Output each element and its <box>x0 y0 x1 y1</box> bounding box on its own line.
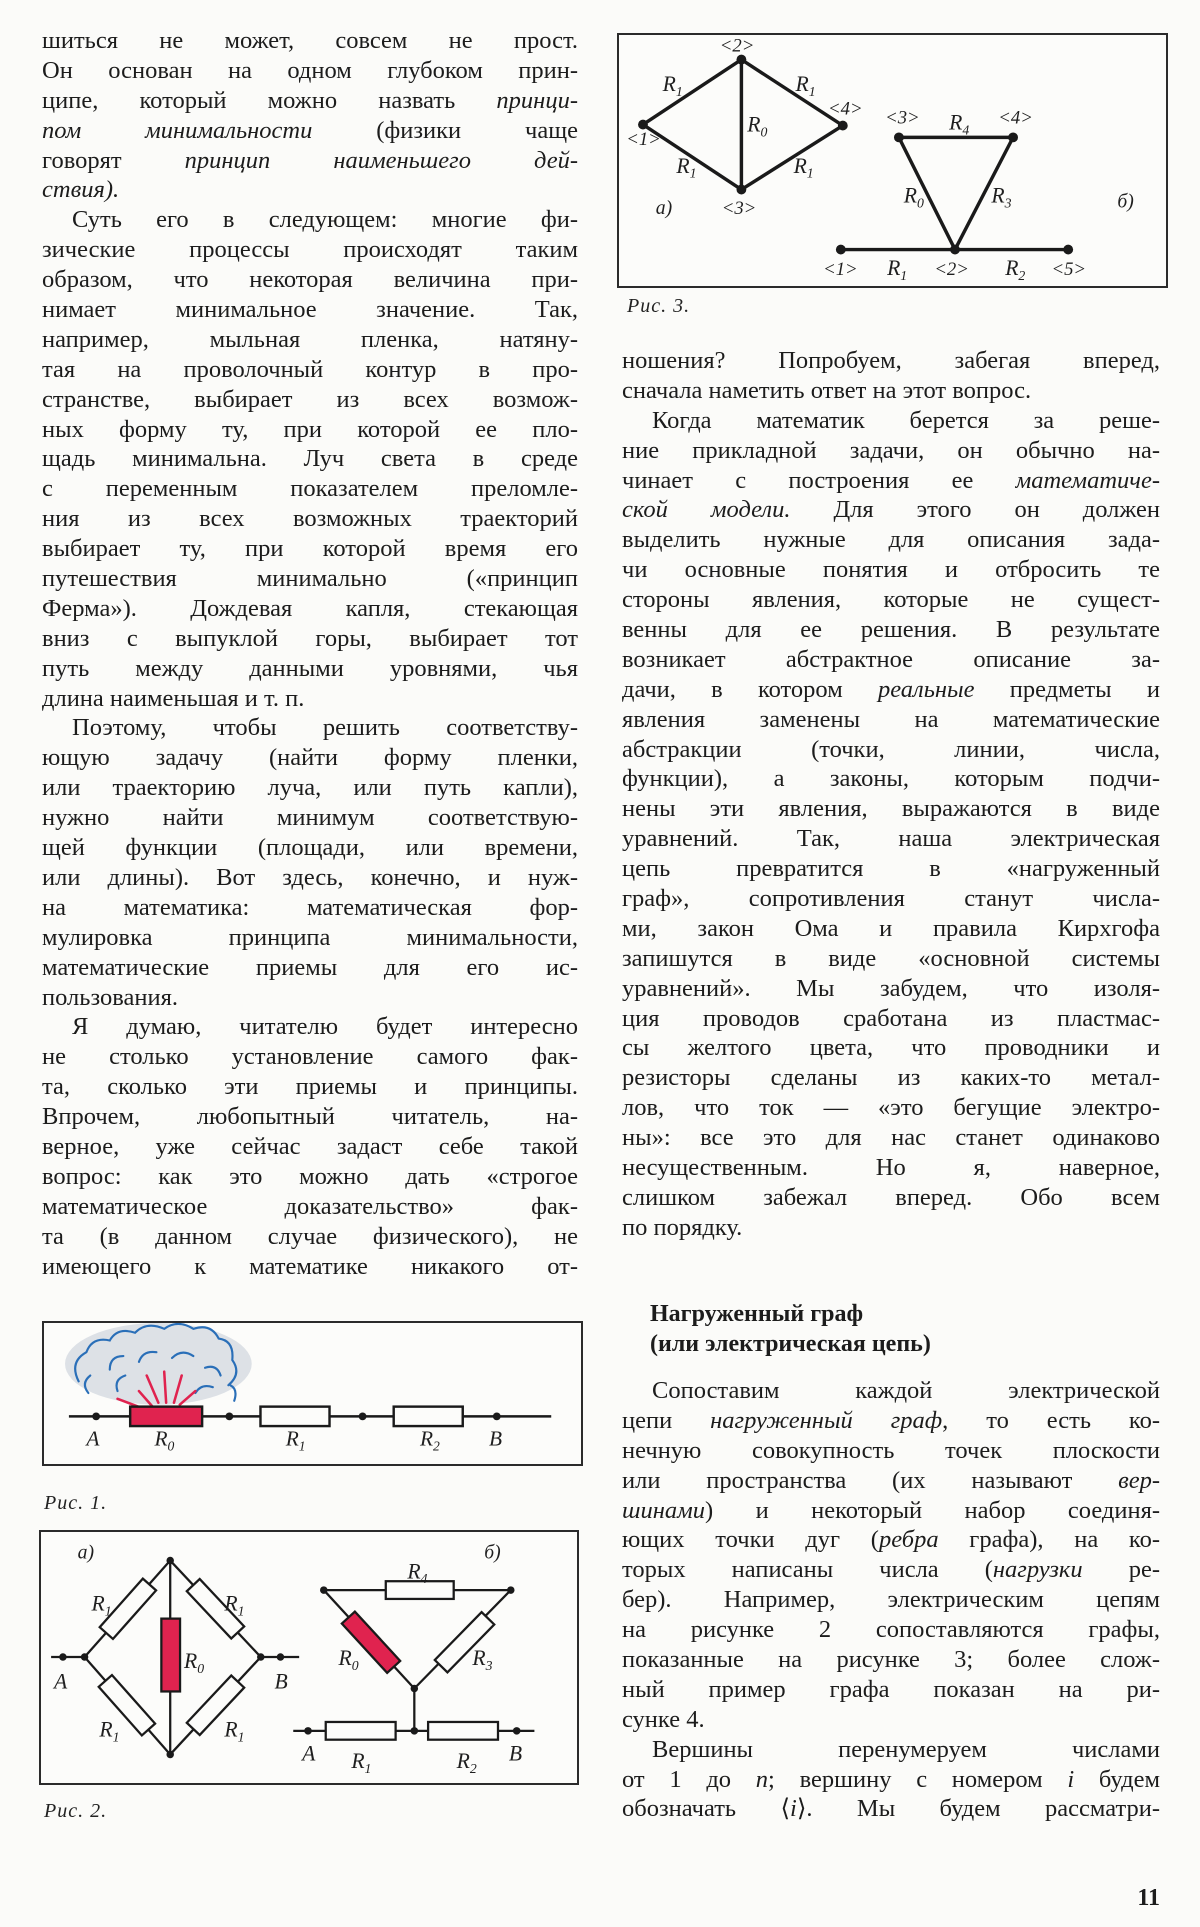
body-text: цепь превратится в «нагруженный <box>622 855 1160 883</box>
label-a-r1: $R_1$ <box>99 1717 120 1745</box>
text-line <box>42 773 578 803</box>
text-line <box>622 615 1160 645</box>
text-line <box>622 525 1160 555</box>
label-b-r0: $R_0$ <box>338 1645 359 1673</box>
body-text: ния из всех возможных траекторий <box>42 505 578 533</box>
node <box>166 1751 173 1758</box>
text-line <box>42 893 578 923</box>
body-text: сы желтого цвета, что проводники и <box>622 1034 1160 1062</box>
body-text: лов, что ток — «это бегущие электро- <box>622 1094 1160 1122</box>
terminal-a <box>304 1727 311 1734</box>
text-line <box>622 1525 1160 1555</box>
text-line <box>622 1765 1160 1795</box>
smoke-cloud-icon <box>65 1323 252 1405</box>
text-line <box>42 923 578 953</box>
label-b: B <box>274 1669 288 1694</box>
text-line <box>42 1102 578 1132</box>
emphasis-text: i <box>1067 1765 1075 1793</box>
load-b-2-5: $R_2$ <box>1005 256 1026 284</box>
body-text: функции), а законы, которым подчи- <box>622 765 1160 793</box>
body-text: математические приемы для его ис- <box>42 953 578 981</box>
body-text: обозначать ⟨ <box>622 1795 791 1823</box>
emphasis-text: ской модели. <box>622 496 791 524</box>
label-b-a: A <box>302 1741 316 1766</box>
body-text: ; вершину с номером <box>768 1765 1068 1793</box>
body-text: ние прикладной задачи, он обычно на- <box>622 436 1160 464</box>
body-text: дачи, в котором <box>622 675 878 703</box>
text-line <box>622 1496 1160 1526</box>
body-text: по порядку. <box>622 1213 743 1241</box>
text-line <box>622 466 1160 496</box>
body-text: не столько установление самого фак- <box>42 1043 578 1071</box>
label-a-v3: <3> <box>721 198 757 220</box>
resistor-b-r1 <box>326 1722 396 1740</box>
node <box>320 1586 327 1593</box>
node <box>81 1653 88 1660</box>
text-line <box>622 914 1160 944</box>
section-heading-line-1: Нагруженный граф <box>650 1301 864 1327</box>
body-text: например, мыльная пленка, натяну- <box>42 325 578 353</box>
body-text: тая на проволочный контур в про- <box>42 355 578 383</box>
body-text: венны для ее решения. В результате <box>622 616 1160 644</box>
text-line <box>42 355 578 385</box>
body-text: чинает с построения ее <box>622 466 1016 494</box>
text-line <box>42 624 578 654</box>
text-line <box>622 764 1160 794</box>
body-text: (физики чаще <box>312 116 578 144</box>
body-text: ⟩. Мы будем рассматри- <box>796 1795 1160 1823</box>
label-a-r1: $R_1$ <box>224 1591 245 1619</box>
label-b-v5: <5> <box>1051 259 1087 281</box>
text-line <box>622 1555 1160 1585</box>
text-line <box>42 1162 578 1192</box>
text-line <box>42 385 578 415</box>
body-text: на рисунке 2 сопоставляются графы, <box>622 1616 1160 1644</box>
text-line <box>42 803 578 833</box>
figure-2-circuits <box>41 1532 577 1783</box>
body-text: резисторы сделаны из каких-то метал- <box>622 1064 1160 1092</box>
emphasis-text: принци- <box>496 86 578 114</box>
body-text: Ферма»). Дождевая капля, стекающая <box>42 594 578 622</box>
text-line <box>622 705 1160 735</box>
text-line <box>622 1406 1160 1436</box>
body-text: ный пример графа показан на ри- <box>622 1675 1160 1703</box>
body-text: Вершины перенумеруем числами <box>652 1735 1160 1763</box>
body-text: ны»: все это для нас станет одинаково <box>622 1124 1160 1152</box>
body-text: математическое доказательство» фак- <box>42 1192 578 1220</box>
body-text: ных форму ту, при которой ее пло- <box>42 415 578 443</box>
label-a: A <box>54 1669 68 1694</box>
load-a-1-3: $R_1$ <box>676 153 697 181</box>
node <box>507 1586 514 1593</box>
body-text: выделить нужные для описания зада- <box>622 526 1160 554</box>
load-b-3-2: $R_0$ <box>903 183 924 211</box>
text-line <box>622 974 1160 1004</box>
text-line <box>622 1436 1160 1466</box>
emphasis-text: нагруженный граф <box>710 1406 943 1434</box>
body-text: Поэтому, чтобы решить соответству- <box>72 714 578 742</box>
label-b-v3: <3> <box>885 107 920 129</box>
body-text: с переменным показателем преломле- <box>42 475 578 503</box>
body-text: предметы и <box>974 675 1160 703</box>
text-line <box>622 1123 1160 1153</box>
label-b-v1: <1> <box>823 259 858 281</box>
emphasis-text: нагрузки <box>992 1556 1083 1584</box>
body-text: мулировка принципа минимальности, <box>42 923 578 951</box>
body-text: ципе, который можно назвать <box>42 86 497 114</box>
label-a-r0: $R_0$ <box>183 1648 205 1676</box>
body-text: вниз с выпуклой горы, выбирает тот <box>42 624 578 652</box>
vertex-b-5 <box>1063 245 1073 255</box>
body-text: Сопоставим каждой электрической <box>652 1377 1160 1404</box>
text-line <box>622 1585 1160 1615</box>
emphasis-text: принцип наименьшего дей- <box>184 146 578 174</box>
text-line <box>622 824 1160 854</box>
text-line <box>622 555 1160 585</box>
label-b-r3: $R_3$ <box>472 1645 493 1673</box>
body-text: странстве, выбирает из всех возмож- <box>42 385 578 413</box>
text-line <box>42 983 578 1013</box>
body-text: или траекторию луча, или путь капли), <box>42 774 578 802</box>
body-text: нены эти явления, выражаются в виде <box>622 795 1160 823</box>
load-b-3-4: $R_4$ <box>949 110 970 138</box>
load-a-1-2: $R_1$ <box>662 72 683 100</box>
right-column-text-bottom <box>622 1376 1160 1824</box>
text-line <box>622 406 1160 436</box>
body-text: бер). Например, электрическим цепям <box>622 1586 1160 1614</box>
emphasis-text: реальные <box>877 675 975 703</box>
label-a-v2: <2> <box>719 35 755 57</box>
body-text: путь между данными уровнями, чья <box>42 654 578 682</box>
load-a-2-4: $R_1$ <box>795 72 816 100</box>
figure-1 <box>42 1321 583 1466</box>
emphasis-text: i <box>790 1795 797 1823</box>
text-line <box>622 794 1160 824</box>
body-text: ) и некоторый набор соединя- <box>705 1496 1160 1524</box>
text-line <box>42 833 578 863</box>
text-line <box>42 295 578 325</box>
text-line <box>42 235 578 265</box>
figure-2 <box>39 1530 579 1785</box>
vertex-b-4 <box>1008 132 1018 142</box>
terminal-a <box>59 1653 66 1660</box>
vertex-a-3 <box>736 185 746 195</box>
text-line <box>622 495 1160 525</box>
text-line <box>622 645 1160 675</box>
terminal-b <box>513 1727 520 1734</box>
label-b-r1: $R_1$ <box>351 1749 372 1777</box>
text-line <box>42 953 578 983</box>
resistor-r0-burnt <box>130 1407 202 1426</box>
text-line <box>622 436 1160 466</box>
text-line <box>42 743 578 773</box>
part-label-a: а) <box>655 197 673 220</box>
body-text: щадь минимальна. Луч света в среде <box>42 445 578 473</box>
body-text: щей функции (площади, или времени, <box>42 834 578 862</box>
body-text: шиться не может, совсем не прост. <box>42 27 578 54</box>
body-text: будем <box>1074 1765 1160 1793</box>
text-line <box>42 116 578 146</box>
text-line <box>622 1093 1160 1123</box>
text-line <box>42 863 578 893</box>
text-line <box>622 884 1160 914</box>
text-line <box>622 346 1160 376</box>
label-b: B <box>488 1426 503 1451</box>
text-line <box>622 1794 1160 1824</box>
right-column-text-top <box>622 346 1160 1243</box>
body-text: или длины). Вот здесь, конечно, и нуж- <box>42 863 578 891</box>
text-line <box>622 1153 1160 1183</box>
body-text: ношения? Попробуем, забегая вперед, <box>622 347 1160 374</box>
section-heading <box>650 1299 1170 1359</box>
body-text: ми, закон Ома и правила Кирхгофа <box>622 914 1160 942</box>
text-line <box>42 1192 578 1222</box>
text-line <box>622 1033 1160 1063</box>
left-column-text <box>42 26 578 1281</box>
text-line <box>42 26 578 56</box>
text-line <box>42 265 578 295</box>
figure-3-caption: Рис. 3. <box>627 295 691 317</box>
load-a-2-3: $R_0$ <box>747 112 768 140</box>
label-r0: $R_0$ <box>154 1426 175 1454</box>
load-b-1-2: $R_1$ <box>887 256 908 284</box>
emphasis-text: математиче- <box>1015 466 1160 494</box>
node-a <box>92 1412 100 1420</box>
page-number: 11 <box>1137 1885 1160 1911</box>
text-line <box>42 564 578 594</box>
text-line <box>42 56 578 86</box>
body-text: возникает абстрактное описание за- <box>622 645 1160 673</box>
body-text: несущественным. Но я, наверное, <box>622 1154 1160 1182</box>
text-line <box>622 1705 1160 1735</box>
body-text: стороны явления, которые не сущест- <box>622 586 1160 614</box>
body-text: верное, уже сейчас задаст себе такой <box>42 1132 578 1160</box>
body-text: Для этого он должен <box>790 496 1160 524</box>
label-b-v4: <4> <box>998 107 1033 129</box>
text-line <box>622 376 1160 406</box>
body-text: показанные на рисунке 3; более слож- <box>622 1646 1160 1674</box>
text-line <box>622 1675 1160 1705</box>
body-text: сунке 4. <box>622 1705 705 1733</box>
label-b-b: B <box>508 1741 523 1766</box>
body-text: Впрочем, любопытный читатель, на- <box>42 1103 578 1131</box>
label-b-r2: $R_2$ <box>456 1749 477 1777</box>
edge-a-1-2 <box>643 60 741 125</box>
resistor-r2 <box>394 1407 463 1426</box>
node <box>257 1653 264 1660</box>
text-line <box>42 325 578 355</box>
text-line <box>42 713 578 743</box>
figure-3 <box>617 33 1168 288</box>
node-b <box>493 1412 501 1420</box>
body-text: путешествия минимально («принцип <box>42 565 578 593</box>
figure-3-graphs <box>619 35 1166 286</box>
body-text: образом, что некоторая величина при- <box>42 266 578 294</box>
body-text: запишутся в виде «основной системы <box>622 944 1160 972</box>
text-line <box>42 684 578 714</box>
vertex-a-1 <box>638 120 648 130</box>
body-text: , то есть ко- <box>942 1406 1160 1434</box>
load-b-4-2: $R_3$ <box>991 183 1012 211</box>
body-text: или пространства (их называют <box>622 1466 1119 1494</box>
text-line <box>42 175 578 205</box>
text-line <box>42 415 578 445</box>
body-text: торых написаны числа ( <box>622 1556 993 1584</box>
body-text: вопрос: как это можно дать «строгое <box>42 1162 578 1190</box>
label-a-r1: $R_1$ <box>224 1717 245 1745</box>
text-line <box>622 1376 1160 1406</box>
body-text: пользования. <box>42 983 178 1011</box>
node <box>225 1412 233 1420</box>
resistor-r1 <box>260 1407 329 1426</box>
part-label-a: а) <box>77 1541 95 1564</box>
body-text: на математика: математическая фор- <box>42 893 578 921</box>
terminal-b <box>277 1653 284 1660</box>
text-line <box>42 534 578 564</box>
text-line <box>42 474 578 504</box>
text-line <box>622 854 1160 884</box>
body-text: цепи <box>622 1406 711 1434</box>
emphasis-text: вер- <box>1118 1466 1160 1494</box>
text-line <box>42 1252 578 1282</box>
label-r1: $R_1$ <box>285 1426 306 1454</box>
resistor-a-r0-burnt <box>161 1619 180 1692</box>
node <box>359 1412 367 1420</box>
text-line <box>622 944 1160 974</box>
figure-2-caption: Рис. 2. <box>44 1800 108 1822</box>
label-a: A <box>86 1426 100 1451</box>
body-text: имеющего к математике никакого от- <box>42 1252 578 1280</box>
vertex-a-4 <box>838 121 848 131</box>
section-heading-line-2: (или электрическая цепь) <box>650 1331 931 1357</box>
text-line <box>42 146 578 176</box>
body-text: ющих точки дуг ( <box>622 1526 879 1554</box>
label-a-v1: <1> <box>626 129 661 151</box>
text-line <box>622 1735 1160 1765</box>
body-text: нимает минимальное значение. Так, <box>42 296 578 324</box>
figure-1-circuit <box>44 1323 581 1464</box>
body-text: Суть его в следующем: многие фи- <box>72 206 578 234</box>
text-line <box>622 1183 1160 1213</box>
text-line <box>42 1012 578 1042</box>
emphasis-text: ребра <box>878 1526 939 1554</box>
body-text: зические процессы происходят таким <box>42 236 578 264</box>
body-text: графа), на ко- <box>938 1526 1160 1554</box>
text-line <box>622 675 1160 705</box>
text-line <box>42 594 578 624</box>
body-text: длина наименьшая и т. п. <box>42 684 305 712</box>
label-b-r4: $R_4$ <box>407 1559 428 1587</box>
figure-1-caption: Рис. 1. <box>44 1492 108 1514</box>
body-text: выбирает ту, при которой время его <box>42 535 578 563</box>
emphasis-text: шинами <box>622 1496 706 1524</box>
body-text: Я думаю, читателю будет интересно <box>72 1013 578 1041</box>
text-line <box>42 1132 578 1162</box>
body-text: та, сколько эти приемы и принципы. <box>42 1073 578 1101</box>
part-label-b: б) <box>484 1541 501 1564</box>
body-text: нечную совокупность точек плоскости <box>622 1436 1160 1464</box>
body-text: нужно найти минимум соответствую- <box>42 804 578 832</box>
body-text: слишком забежал вперед. Обо всем <box>622 1183 1160 1211</box>
body-text: Когда математик берется за реше- <box>652 406 1160 434</box>
load-a-3-4: $R_1$ <box>793 153 814 181</box>
body-text: ре- <box>1082 1556 1160 1584</box>
text-line <box>42 1072 578 1102</box>
body-text: абстракции (точки, линии, числа, <box>622 735 1160 763</box>
text-line <box>42 205 578 235</box>
body-text: уравнений. Так, наша электрическая <box>622 825 1160 853</box>
body-text: ция проводов сработана из пластмас- <box>622 1004 1160 1032</box>
emphasis-text: ствия). <box>42 176 120 204</box>
body-text: явления заменены на математические <box>622 705 1160 733</box>
text-line <box>42 504 578 534</box>
text-line <box>622 1004 1160 1034</box>
text-line <box>622 735 1160 765</box>
body-text: от 1 до <box>622 1765 756 1793</box>
emphasis-text: n <box>755 1765 769 1793</box>
label-b-v2: <2> <box>934 259 969 281</box>
text-line <box>622 585 1160 615</box>
body-text: говорят <box>42 146 185 174</box>
vertex-b-2 <box>950 245 960 255</box>
text-line <box>42 1042 578 1072</box>
body-text: сначала наметить ответ на этот вопрос. <box>622 376 1032 404</box>
label-a-r1: $R_1$ <box>91 1591 112 1619</box>
text-line <box>42 654 578 684</box>
text-line <box>622 1615 1160 1645</box>
text-line <box>42 444 578 474</box>
body-text: граф», сопротивления станут числа- <box>622 885 1160 913</box>
text-line <box>622 1213 1160 1243</box>
body-text: та (в данном случае физического), не <box>42 1222 578 1250</box>
body-text: уравнений». Мы забудем, что изоля- <box>622 974 1160 1002</box>
vertex-b-1 <box>836 245 846 255</box>
node <box>411 1727 418 1734</box>
resistor-b-r2 <box>428 1722 498 1740</box>
vertex-b-3 <box>894 132 904 142</box>
body-text: чи основные понятия и отбросить те <box>622 556 1160 584</box>
emphasis-text: пом минимальности <box>42 116 313 144</box>
text-line <box>622 1645 1160 1675</box>
part-label-b: б) <box>1117 190 1134 213</box>
text-line <box>622 1063 1160 1093</box>
body-text: ющую задачу (найти форму пленки, <box>42 744 578 772</box>
text-line <box>622 1466 1160 1496</box>
body-text: Он основан на одном глубоком прин- <box>42 56 578 84</box>
label-r2: $R_2$ <box>419 1426 440 1454</box>
label-a-v4: <4> <box>828 98 863 120</box>
text-line <box>42 86 578 116</box>
node <box>411 1685 418 1692</box>
text-line <box>42 1222 578 1252</box>
node <box>166 1557 173 1564</box>
